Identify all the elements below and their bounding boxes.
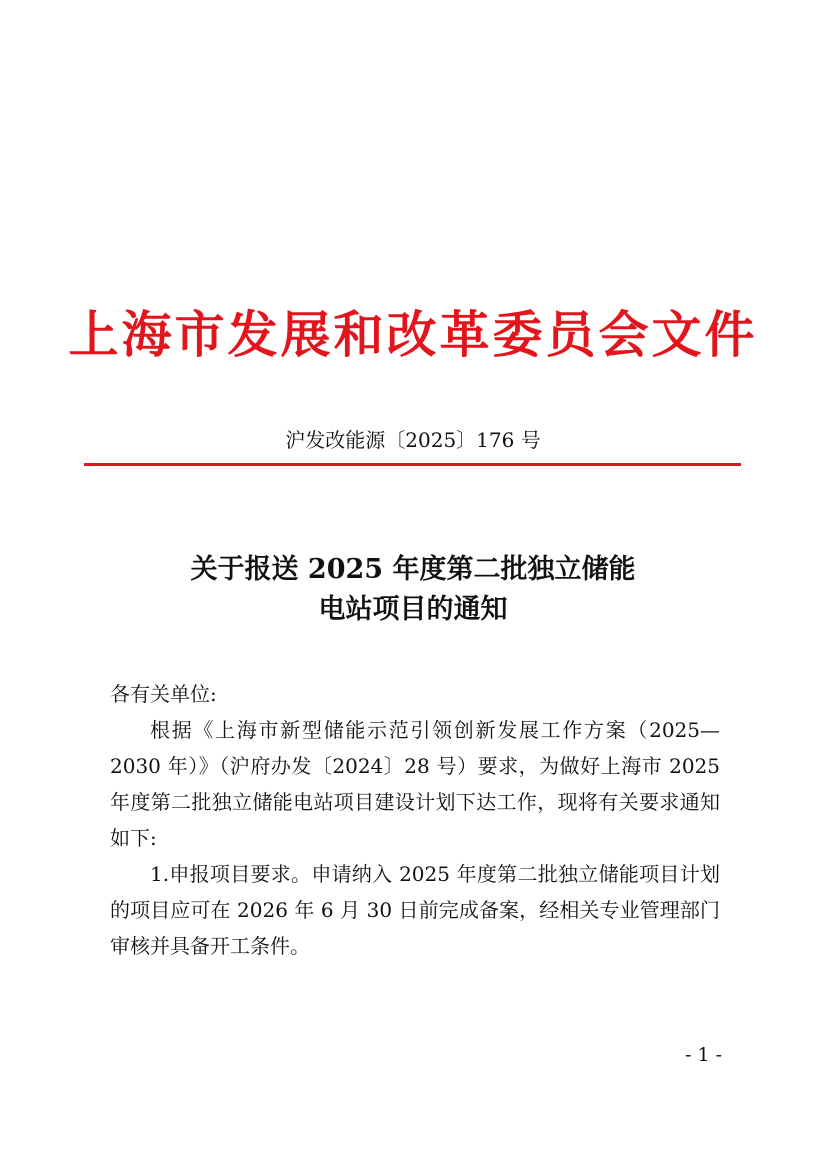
notice-title-line-2: 电站项目的通知 [318,594,508,625]
red-divider-line [84,463,741,466]
masthead-title: 上海市发展和改革委员会文件 [68,305,758,364]
body-paragraph: 1.申报项目要求。申请纳入 2025 年度第二批独立储能项目计划的项目应可在 2026 年 6 月 30 日前完成备案，经相关专业管理部门审核并具备开工条件。 [110,862,720,958]
page-number: - 1 - [684,1044,722,1066]
document-number: 沪发改能源〔2025〕176 号 [285,428,541,452]
notice-title [0,550,826,630]
notice-title-line-1: 关于报送 2025 年度第二批独立储能 [190,554,636,585]
notice-body [110,676,720,964]
body-paragraph: 根据《上海市新型储能示范引领创新发展工作方案（2025—2030 年）》（沪府办发〔2024〕28 号）要求，为做好上海市 2025 年度第二批独立储能电站项目建设计划下达工作，现将有关要求通知如下: [110,718,720,850]
salutation: 各有关单位: [110,682,217,706]
